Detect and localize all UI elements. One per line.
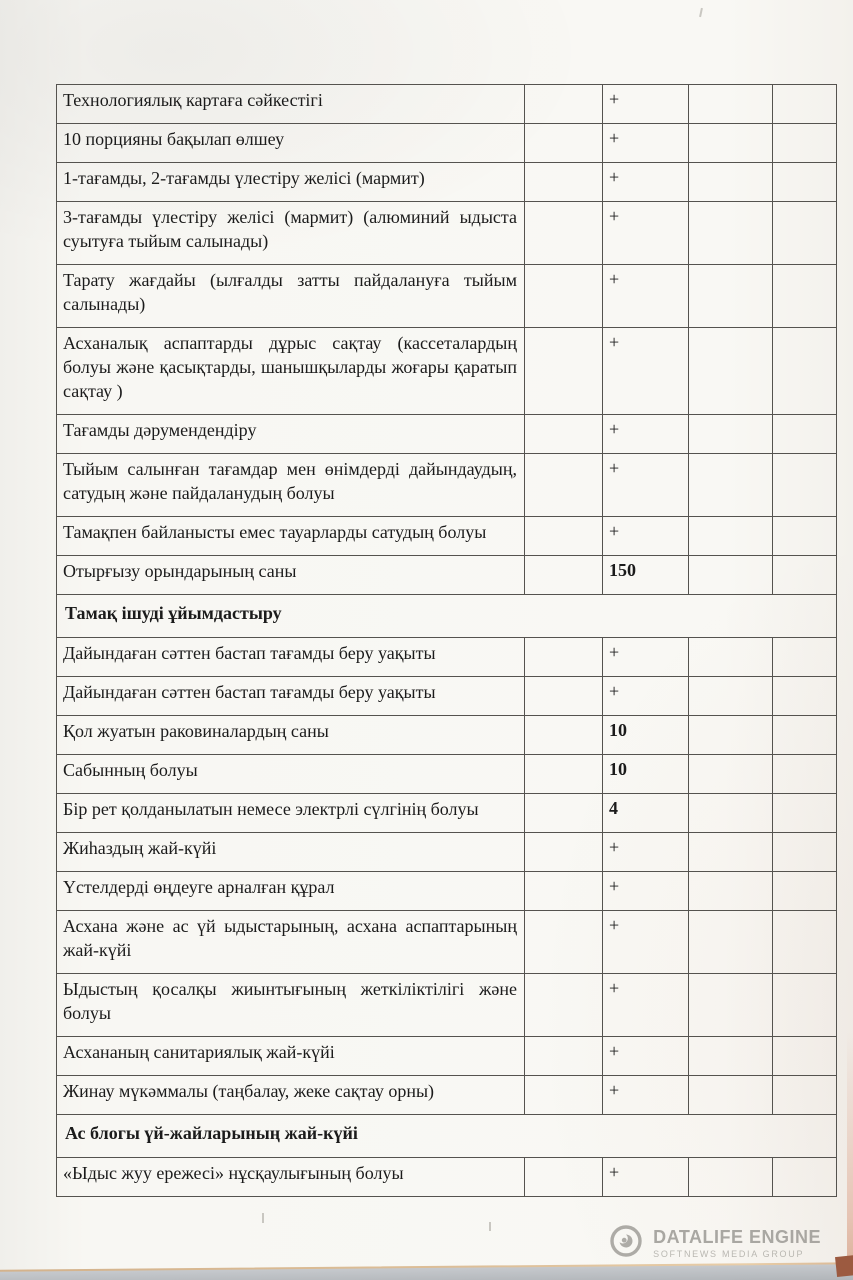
- item-value: 10: [603, 755, 689, 794]
- scan-speck: [262, 1213, 264, 1223]
- item-label: Жиһаздың жай-күйі: [57, 833, 525, 872]
- empty-cell: [773, 1158, 837, 1197]
- empty-cell: [773, 328, 837, 415]
- empty-cell: [689, 85, 773, 124]
- empty-cell: [525, 872, 603, 911]
- table-row: [57, 415, 837, 454]
- item-label: Тамақпен байланысты емес тауарларды сатудың болуы: [57, 517, 525, 556]
- item-label: Дайындаған сәттен бастап тағамды беру уақыты: [57, 677, 525, 716]
- item-label: Асхана және ас үй ыдыстарының, асхана аспаптарының жай-күйі: [57, 911, 525, 974]
- empty-cell: [689, 1037, 773, 1076]
- item-label: Асханалық аспаптарды дұрыс сақтау (кассеталардың болуы және қасықтарды, шанышқыларды жоғары қаратып сақтау ): [57, 328, 525, 415]
- empty-cell: [689, 328, 773, 415]
- empty-cell: [525, 124, 603, 163]
- empty-cell: [689, 454, 773, 517]
- item-label: Дайындаған сәттен бастап тағамды беру уақыты: [57, 638, 525, 677]
- empty-cell: [689, 124, 773, 163]
- empty-cell: [689, 415, 773, 454]
- empty-cell: [689, 163, 773, 202]
- item-label: Қол жуатын раковиналардың саны: [57, 716, 525, 755]
- empty-cell: [773, 872, 837, 911]
- item-value: 10: [603, 716, 689, 755]
- item-value: 150: [603, 556, 689, 595]
- datalife-engine-logo-icon: [608, 1223, 644, 1264]
- section-row: [57, 1115, 837, 1158]
- empty-cell: [689, 202, 773, 265]
- table-row: [57, 1037, 837, 1076]
- empty-cell: [773, 794, 837, 833]
- item-label: Ыдыстың қосалқы жиынтығының жеткіліктілігі және болуы: [57, 974, 525, 1037]
- empty-cell: [525, 265, 603, 328]
- empty-cell: [689, 755, 773, 794]
- item-value: +: [603, 202, 689, 265]
- item-value: +: [603, 163, 689, 202]
- empty-cell: [689, 1076, 773, 1115]
- table-row: [57, 163, 837, 202]
- empty-cell: [773, 85, 837, 124]
- empty-cell: [525, 755, 603, 794]
- table-row: [57, 755, 837, 794]
- section-title: Ас блогы үй-жайларының жай-күйі: [57, 1115, 837, 1158]
- table-row: [57, 833, 837, 872]
- empty-cell: [689, 1158, 773, 1197]
- empty-cell: [773, 974, 837, 1037]
- empty-cell: [773, 163, 837, 202]
- empty-cell: [773, 755, 837, 794]
- empty-cell: [773, 454, 837, 517]
- empty-cell: [773, 556, 837, 595]
- item-value: +: [603, 265, 689, 328]
- empty-cell: [525, 677, 603, 716]
- section-title: Тамақ ішуді ұйымдастыру: [57, 595, 837, 638]
- inspection-table-body: [57, 85, 837, 1197]
- table-row: [57, 328, 837, 415]
- empty-cell: [689, 716, 773, 755]
- empty-cell: [689, 517, 773, 556]
- item-value: +: [603, 1076, 689, 1115]
- item-label: Тыйым салынған тағамдар мен өнімдерді дайындаудың, сатудың және пайдаланудың болуы: [57, 454, 525, 517]
- empty-cell: [773, 1076, 837, 1115]
- item-label: Жинау мүкәммалы (таңбалау, жеке сақтау орны): [57, 1076, 525, 1115]
- scan-speck: [489, 1222, 491, 1231]
- item-value: +: [603, 911, 689, 974]
- item-value: +: [603, 1037, 689, 1076]
- empty-cell: [689, 677, 773, 716]
- table-row: [57, 716, 837, 755]
- item-value: +: [603, 517, 689, 556]
- item-value: +: [603, 454, 689, 517]
- empty-cell: [773, 677, 837, 716]
- table-row: [57, 872, 837, 911]
- item-label: Бір рет қолданылатын немесе электрлі сүлгінің болуы: [57, 794, 525, 833]
- empty-cell: [689, 833, 773, 872]
- inspection-checklist-table: [56, 84, 837, 1197]
- datalife-engine-watermark: [608, 1223, 821, 1264]
- item-label: 10 порцияны бақылап өлшеу: [57, 124, 525, 163]
- empty-cell: [689, 794, 773, 833]
- empty-cell: [773, 1037, 837, 1076]
- empty-cell: [689, 872, 773, 911]
- empty-cell: [773, 833, 837, 872]
- empty-cell: [525, 454, 603, 517]
- empty-cell: [773, 265, 837, 328]
- empty-cell: [525, 638, 603, 677]
- item-label: Отырғызу орындарының саны: [57, 556, 525, 595]
- item-label: Тағамды дәрумендендіру: [57, 415, 525, 454]
- empty-cell: [525, 1158, 603, 1197]
- item-value: +: [603, 974, 689, 1037]
- empty-cell: [525, 328, 603, 415]
- watermark-subtitle: SOFTNEWS MEDIA GROUP: [653, 1248, 805, 1259]
- empty-cell: [525, 833, 603, 872]
- item-value: +: [603, 833, 689, 872]
- item-value: +: [603, 1158, 689, 1197]
- empty-cell: [773, 415, 837, 454]
- watermark-title: DATALIFE ENGINE: [653, 1226, 821, 1247]
- item-label: 3-тағамды үлестіру желісі (мармит) (алюминий ыдыста суытуға тыйым салынады): [57, 202, 525, 265]
- scan-speck: [699, 8, 703, 17]
- item-label: Асхананың санитариялық жай-күйі: [57, 1037, 525, 1076]
- empty-cell: [773, 124, 837, 163]
- item-label: «Ыдыс жуу ережесі» нұсқаулығының болуы: [57, 1158, 525, 1197]
- empty-cell: [689, 556, 773, 595]
- empty-cell: [525, 1076, 603, 1115]
- empty-cell: [773, 911, 837, 974]
- empty-cell: [525, 974, 603, 1037]
- item-value: +: [603, 638, 689, 677]
- empty-cell: [525, 163, 603, 202]
- empty-cell: [525, 202, 603, 265]
- table-row: [57, 1158, 837, 1197]
- table-row: [57, 265, 837, 328]
- item-label: Үстелдерді өңдеуге арналған құрал: [57, 872, 525, 911]
- section-row: [57, 595, 837, 638]
- table-row: [57, 124, 837, 163]
- item-value: +: [603, 415, 689, 454]
- desk-corner-patch: [835, 1255, 853, 1277]
- table-row: [57, 454, 837, 517]
- empty-cell: [773, 517, 837, 556]
- table-row: [57, 794, 837, 833]
- empty-cell: [525, 794, 603, 833]
- empty-cell: [689, 911, 773, 974]
- paper-side-edge: [847, 1032, 853, 1262]
- table-row: [57, 677, 837, 716]
- empty-cell: [525, 556, 603, 595]
- item-value: +: [603, 872, 689, 911]
- item-value: +: [603, 124, 689, 163]
- table-row: [57, 1076, 837, 1115]
- empty-cell: [773, 202, 837, 265]
- item-value: 4: [603, 794, 689, 833]
- empty-cell: [525, 1037, 603, 1076]
- table-row: [57, 85, 837, 124]
- empty-cell: [689, 265, 773, 328]
- table-row: [57, 974, 837, 1037]
- item-label: Технологиялық картаға сәйкестігі: [57, 85, 525, 124]
- empty-cell: [689, 974, 773, 1037]
- item-value: +: [603, 328, 689, 415]
- table-row: [57, 911, 837, 974]
- item-value: +: [603, 677, 689, 716]
- item-label: Сабынның болуы: [57, 755, 525, 794]
- table-row: [57, 202, 837, 265]
- empty-cell: [689, 638, 773, 677]
- empty-cell: [773, 638, 837, 677]
- empty-cell: [525, 85, 603, 124]
- empty-cell: [525, 517, 603, 556]
- empty-cell: [525, 911, 603, 974]
- item-label: Тарату жағдайы (ылғалды затты пайдалануға тыйым салынады): [57, 265, 525, 328]
- item-label: 1-тағамды, 2-тағамды үлестіру желісі (мармит): [57, 163, 525, 202]
- item-value: +: [603, 85, 689, 124]
- empty-cell: [525, 415, 603, 454]
- table-row: [57, 556, 837, 595]
- table-row: [57, 638, 837, 677]
- empty-cell: [773, 716, 837, 755]
- table-row: [57, 517, 837, 556]
- empty-cell: [525, 716, 603, 755]
